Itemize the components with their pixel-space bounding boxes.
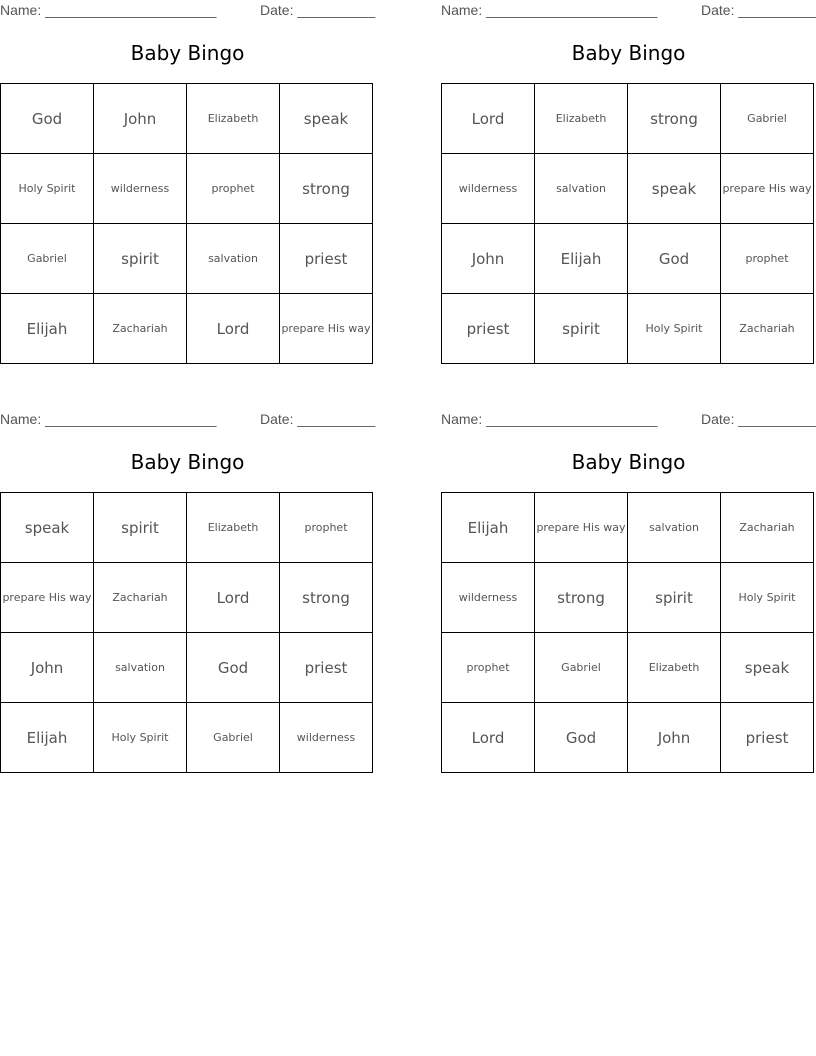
bingo-cell: John	[442, 224, 535, 294]
bingo-cell: strong	[628, 84, 721, 154]
bingo-cell: prepare His way	[721, 154, 814, 224]
bingo-cell: Gabriel	[1, 224, 94, 294]
bingo-cell: speak	[1, 493, 94, 563]
name-field: Name: ______________________	[0, 2, 217, 18]
bingo-cell: priest	[721, 703, 814, 773]
bingo-cell: prepare His way	[280, 294, 373, 364]
bingo-cell: prophet	[280, 493, 373, 563]
card-title: Baby Bingo	[571, 41, 686, 65]
bingo-cell: spirit	[535, 294, 628, 364]
bingo-row	[1, 563, 373, 633]
bingo-cell: wilderness	[94, 154, 187, 224]
bingo-grid	[441, 83, 814, 364]
bingo-cell: Lord	[187, 563, 280, 633]
bingo-cell: John	[94, 84, 187, 154]
bingo-cell: John	[628, 703, 721, 773]
bingo-cell: Holy Spirit	[1, 154, 94, 224]
bingo-cell: salvation	[187, 224, 280, 294]
bingo-cell: salvation	[94, 633, 187, 703]
bingo-row	[442, 224, 814, 294]
bingo-grid	[0, 83, 373, 364]
bingo-cell: wilderness	[442, 154, 535, 224]
card-title: Baby Bingo	[130, 41, 245, 65]
bingo-cell: strong	[535, 563, 628, 633]
bingo-cell: wilderness	[280, 703, 373, 773]
bingo-cell: John	[1, 633, 94, 703]
date-field: Date: __________	[701, 411, 816, 427]
bingo-cell: God	[535, 703, 628, 773]
bingo-row	[442, 294, 814, 364]
bingo-cell: Holy Spirit	[628, 294, 721, 364]
bingo-row	[1, 633, 373, 703]
bingo-cell: spirit	[94, 493, 187, 563]
date-field: Date: __________	[260, 2, 376, 18]
bingo-cell: Zachariah	[94, 563, 187, 633]
bingo-cell: Holy Spirit	[94, 703, 187, 773]
bingo-row	[442, 493, 814, 563]
bingo-cell: spirit	[94, 224, 187, 294]
bingo-cell: Elijah	[1, 703, 94, 773]
date-field: Date: __________	[701, 2, 816, 18]
bingo-cell: Gabriel	[535, 633, 628, 703]
bingo-cell: priest	[280, 633, 373, 703]
bingo-cell: Elijah	[1, 294, 94, 364]
bingo-cell: Holy Spirit	[721, 563, 814, 633]
bingo-cell: God	[187, 633, 280, 703]
name-field: Name: ______________________	[441, 411, 658, 427]
bingo-cell: Elizabeth	[535, 84, 628, 154]
bingo-cell: speak	[280, 84, 373, 154]
bingo-cell: Elizabeth	[187, 493, 280, 563]
bingo-cell: strong	[280, 563, 373, 633]
bingo-cell: Gabriel	[187, 703, 280, 773]
bingo-cell: Elizabeth	[628, 633, 721, 703]
bingo-cell: Zachariah	[94, 294, 187, 364]
bingo-cell: Elijah	[535, 224, 628, 294]
bingo-cell: spirit	[628, 563, 721, 633]
bingo-grid	[441, 492, 814, 773]
bingo-cell: prepare His way	[535, 493, 628, 563]
name-field: Name: ______________________	[441, 2, 658, 18]
name-date-line	[0, 0, 375, 20]
bingo-cell: salvation	[628, 493, 721, 563]
bingo-card	[0, 409, 375, 773]
bingo-grid	[0, 492, 373, 773]
bingo-row	[1, 154, 373, 224]
bingo-cell: speak	[628, 154, 721, 224]
name-field: Name: ______________________	[0, 411, 217, 427]
bingo-cell: Lord	[187, 294, 280, 364]
name-date-line	[441, 409, 816, 429]
bingo-cell: priest	[442, 294, 535, 364]
bingo-row	[442, 154, 814, 224]
date-field: Date: __________	[260, 411, 376, 427]
bingo-cell: prepare His way	[1, 563, 94, 633]
bingo-row	[442, 84, 814, 154]
bingo-row	[1, 224, 373, 294]
name-date-line	[441, 0, 816, 20]
bingo-cell: God	[1, 84, 94, 154]
bingo-cell: Lord	[442, 703, 535, 773]
bingo-row	[442, 563, 814, 633]
bingo-row	[1, 84, 373, 154]
bingo-cell: Zachariah	[721, 493, 814, 563]
bingo-row	[1, 294, 373, 364]
bingo-row	[442, 633, 814, 703]
bingo-cell: Lord	[442, 84, 535, 154]
bingo-cell: Zachariah	[721, 294, 814, 364]
bingo-cell: Elijah	[442, 493, 535, 563]
bingo-row	[1, 703, 373, 773]
bingo-card	[441, 0, 816, 364]
card-title: Baby Bingo	[130, 450, 245, 474]
bingo-cell: prophet	[187, 154, 280, 224]
bingo-cell: speak	[721, 633, 814, 703]
bingo-cell: wilderness	[442, 563, 535, 633]
bingo-cell: prophet	[721, 224, 814, 294]
name-date-line	[0, 409, 375, 429]
bingo-cell: Elizabeth	[187, 84, 280, 154]
bingo-cell: God	[628, 224, 721, 294]
bingo-row	[1, 493, 373, 563]
bingo-cell: prophet	[442, 633, 535, 703]
bingo-cell: Gabriel	[721, 84, 814, 154]
bingo-card	[0, 0, 375, 364]
bingo-card	[441, 409, 816, 773]
card-title: Baby Bingo	[571, 450, 686, 474]
bingo-row	[442, 703, 814, 773]
bingo-cell: salvation	[535, 154, 628, 224]
bingo-cell: priest	[280, 224, 373, 294]
bingo-cell: strong	[280, 154, 373, 224]
